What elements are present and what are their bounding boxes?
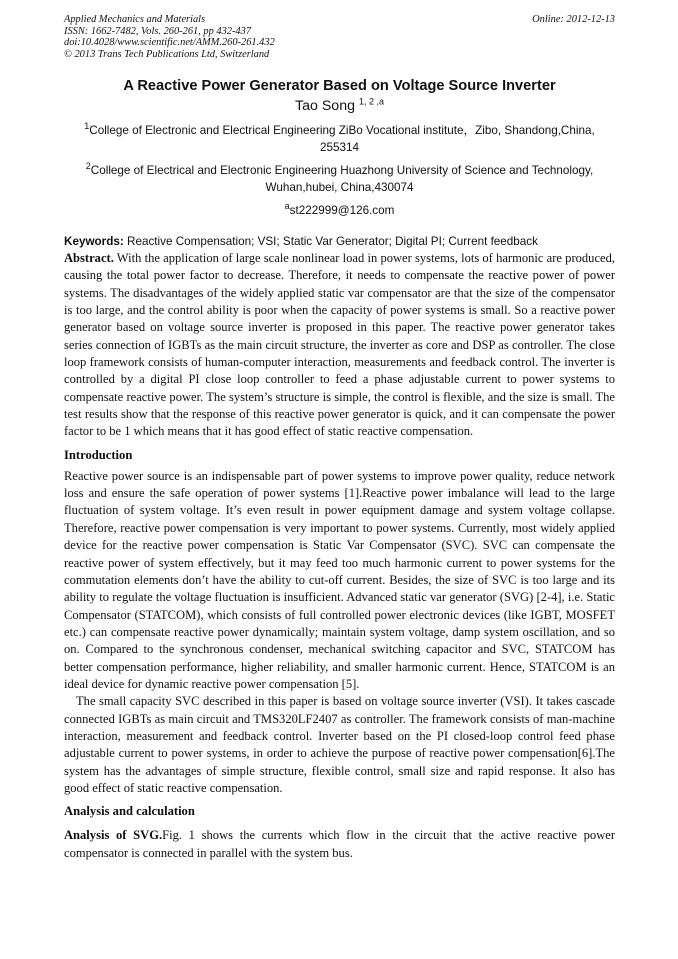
- email-address: st222999@126.com: [289, 204, 395, 217]
- email-line: [64, 202, 615, 219]
- affiliation-1-text: College of Electronic and Electrical Engineering ZiBo Vocational institute，Zibo, Shandong,China, 255314: [89, 124, 595, 154]
- paper-title: A Reactive Power Generator Based on Voltage Source Inverter: [123, 78, 556, 94]
- abstract-text: With the application of large scale nonlinear load in power systems, lots of harmonic are produced, causing the total power factor to decrease. Therefore, it needs to compensate the reactive power of power systems. The disadvantages of the widely applied static var compensator are that the size of the compensator is too large, and the control ability is poor when the capacity of power systems is small. So a reactive power generator based on voltage source inverter is proposed in this paper. The reactive power generator takes series connection of IGBTs as the main circuit structure, the inverter as core and DSP as controller. The close loop framework consists of human-computer interaction, measurements and feedback control. The inverter is controlled by a digital PI close loop controller to feed a phase adjustable current to power systems to compensate reactive power. The system’s structure is simple, the control is flexible, and the size is small. The test results show that the response of this reactive power generator is quick, and it can compensate the power factor to be 1 which means that it has good effect of static reactive compensation.: [64, 251, 615, 439]
- introduction-paragraph-2: The small capacity SVC described in this paper is based on voltage source inverter (VSI). It takes cascade connected IGBTs as main circuit and TMS320LF2407 as controller. The framework consists of man-machine interaction, measurement and feedback control. Inverter based on the PI closed-loop control feed phase adjustable current to power systems, in order to achieve the purpose of reactive power compensation[6].The system has the advantages of simple structure, flexible control, small size and rapid response. It also has good effect of static reactive compensation.: [64, 694, 615, 795]
- analysis-heading: Analysis and calculation: [64, 804, 195, 819]
- affiliation-2-superscript: 2: [85, 161, 91, 172]
- affiliation-2: [64, 162, 615, 196]
- issn-line: ISSN: 1662-7482, Vols. 260-261, pp 432-437: [64, 25, 252, 37]
- introduction-paragraph-1: Reactive power source is an indispensable part of power systems to improve power quality, reduce network loss and ensure the safe operation of power systems [1].Reactive power imbalance will lead to the large fluctuation of system voltage. It’s even result in power equipment damage and system voltage collapse. Therefore, reactive power compensation is very important to power systems. Currently, most widely applied device for the reactive power compensation is Static Var Compensator (SVC). SVC can compensate the reactive power of system effectively, but it may feed too much harmonic current to power systems for the commutation elements don’t have the ability to cut-off current. Besides, the size of SVC is too large and its ability to regulate the voltage fluctuation is insufficient. Advanced static var generator (SVG) [2-4], i.e. Static Compensator (STATCOM), which consists of full controlled power electronic devices (like IGBT, MOSFET etc.) can compensate reactive power dynamically; maintain system voltage, damp system oscillation, and so on. Compared to the synchronous condenser, mechanical switching capacitor and SVC, STATCOM has better compensation performance, higher reliability, and smaller harmonic current. Hence, STATCOM is an ideal device for dynamic reactive power compensation [5].: [64, 468, 615, 691]
- email-superscript: a: [284, 201, 290, 212]
- introduction-heading: Introduction: [64, 447, 133, 462]
- online-date: Online: 2012-12-13: [532, 14, 615, 25]
- abstract-label: Abstract.: [64, 251, 114, 265]
- author-superscript: 1, 2 ,a: [358, 96, 384, 107]
- affiliation-1-superscript: 1: [84, 121, 90, 132]
- keywords-text: Reactive Compensation; VSI; Static Var Generator; Digital PI; Current feedback: [123, 235, 538, 248]
- analysis-subheading: Analysis of SVG.: [64, 828, 163, 843]
- journal-header: [64, 14, 615, 60]
- author-name: Tao Song: [295, 98, 355, 114]
- analysis-text: Fig. 1 shows the currents which flow in the circuit that the active reactive power compensator is connected in parallel with the system bus.: [64, 828, 616, 860]
- affiliation-2-text: College of Electrical and Electronic Engineering Huazhong University of Science and Technology, Wuhan,hubei, China,430074: [90, 164, 594, 194]
- doi-line: doi:10.4028/www.scientific.net/AMM.260-261.432: [64, 37, 275, 48]
- keywords: [64, 233, 615, 250]
- keywords-label: Keywords:: [64, 235, 124, 248]
- copyright-line: © 2013 Trans Tech Publications Ltd, Switzerland: [64, 48, 270, 60]
- affiliation-1: [64, 122, 615, 156]
- abstract: [64, 250, 615, 441]
- paper-page: [64, 14, 615, 862]
- journal-name: Applied Mechanics and Materials: [64, 14, 206, 25]
- analysis-paragraph: [64, 827, 615, 862]
- author-line: [64, 96, 615, 116]
